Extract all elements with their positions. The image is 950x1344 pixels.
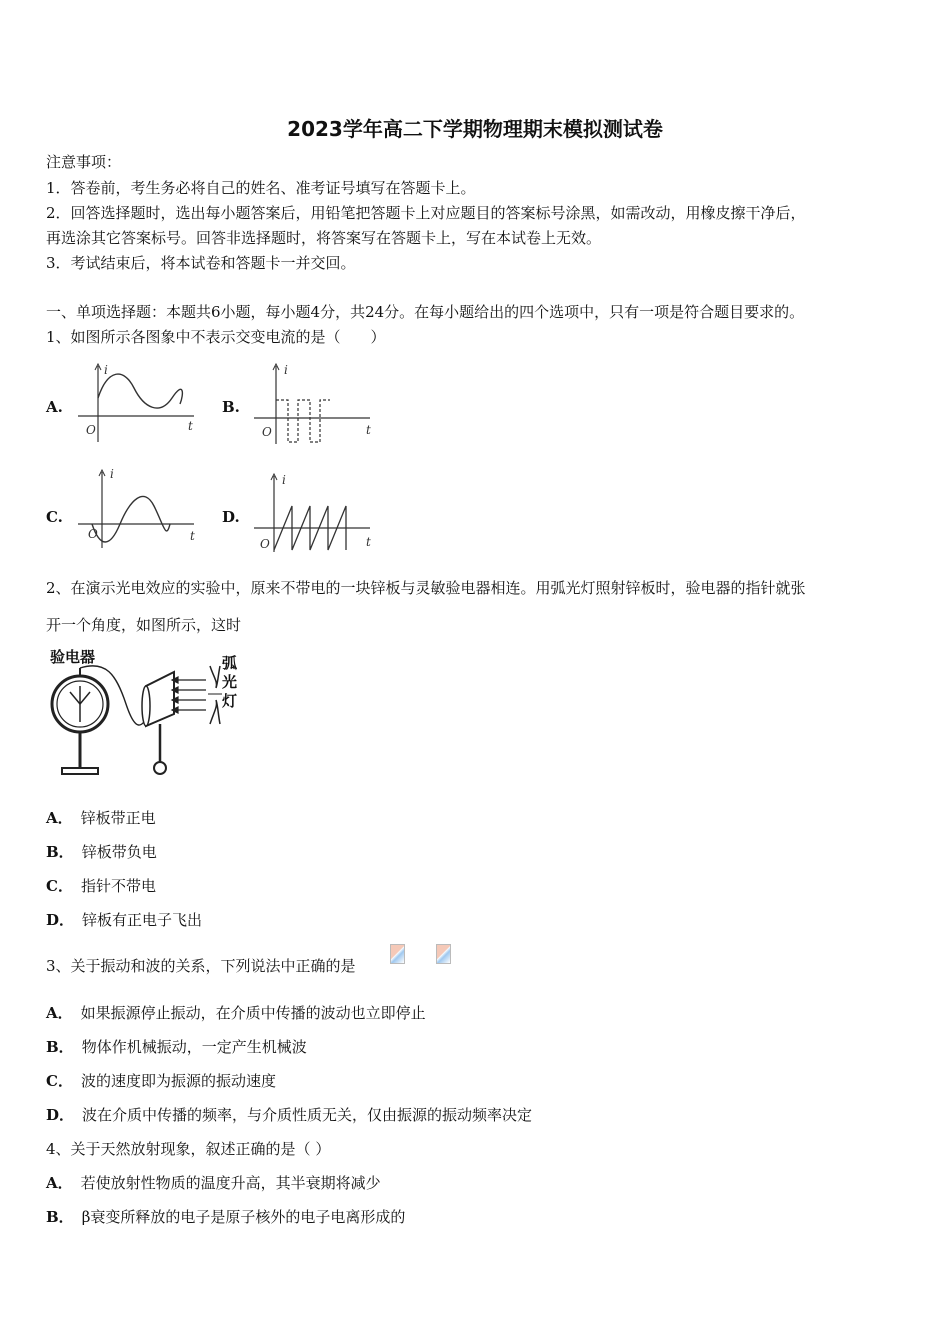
option-text: 锌板带正电 [80, 809, 156, 827]
axis-i-label: i [284, 363, 288, 377]
axis-i-label: i [110, 467, 114, 481]
question-2-stem-cont: 开一个角度，如图所示，这时 [46, 616, 242, 634]
broken-image-icon [436, 944, 451, 964]
axis-t-label: t [190, 529, 195, 543]
question-2-stem: 2、在演示光电效应的实验中，原来不带电的一块锌板与灵敏验电器相连。用弧光灯照射锌板时，验电器的指针就张 [46, 579, 806, 597]
axis-t-label: t [188, 419, 193, 433]
notes-item: 1．答卷前，考生务必将自己的姓名、准考证号填写在答题卡上。 [46, 179, 476, 197]
option-letter: B． [46, 1208, 74, 1226]
option-letter: B． [46, 1038, 74, 1056]
q1-option-d-label: D. [222, 508, 240, 526]
option-letter: C． [46, 1072, 73, 1090]
notes-heading: 注意事项： [46, 153, 122, 171]
q2-option-c[interactable] [46, 876, 156, 896]
q3-option-b[interactable] [46, 1037, 307, 1057]
arc-lamp-label [222, 654, 242, 711]
q4-option-b[interactable] [46, 1207, 405, 1227]
notes-item: 3．考试结束后，将本试卷和答题卡一并交回。 [46, 254, 356, 272]
arc-lamp-char: 弧 [222, 654, 238, 672]
q2-option-b[interactable] [46, 842, 157, 862]
option-text: 锌板带负电 [81, 843, 157, 861]
option-text: 指针不带电 [80, 877, 156, 895]
axis-t-label: t [366, 423, 371, 437]
option-text: 若使放射性物质的温度升高，其半衰期将减少 [80, 1174, 381, 1192]
option-text: 锌板有正电子飞出 [82, 911, 203, 929]
broken-image-icon [390, 944, 405, 964]
axis-i-label: i [104, 363, 108, 377]
q1-graph-b [248, 360, 378, 450]
q1-option-a-label: A. [46, 398, 63, 416]
notes-item: 再选涂其它答案标号。回答非选择题时，将答案写在答题卡上，写在本试卷上无效。 [46, 229, 602, 247]
axis-origin-label: O [260, 537, 270, 551]
question-1-stem: 1、如图所示各图象中不表示交变电流的是（ ） [46, 328, 386, 346]
q4-option-a[interactable] [46, 1173, 381, 1193]
section-heading: 一、单项选择题：本题共6小题，每小题4分，共24分。在每小题给出的四个选项中，只有一项是符合题目要求的。 [46, 303, 805, 321]
question-3-stem: 3、关于振动和波的关系，下列说法中正确的是 [46, 957, 356, 975]
option-letter: D． [46, 911, 75, 929]
axis-origin-label: O [262, 425, 272, 439]
q1-graph-c [72, 466, 202, 552]
option-letter: B． [46, 843, 74, 861]
q1-graph-d [248, 470, 378, 554]
axis-origin-label: O [86, 423, 96, 437]
q3-option-d[interactable] [46, 1105, 532, 1125]
axis-t-label: t [366, 535, 371, 549]
arc-lamp-char: 光 [222, 673, 238, 691]
option-letter: C． [46, 877, 73, 895]
option-text: β衰变所释放的电子是原子核外的电子电离形成的 [81, 1208, 406, 1226]
axis-i-label: i [282, 473, 286, 487]
arc-lamp-char: 灯 [222, 692, 238, 710]
axis-origin-label: O [88, 527, 98, 541]
q3-option-a[interactable] [46, 1003, 426, 1023]
q2-option-a[interactable] [46, 808, 156, 828]
option-text: 如果振源停止振动，在介质中传播的波动也立即停止 [80, 1004, 426, 1022]
page-title: 2023学年高二下学期物理期末模拟测试卷 [287, 117, 663, 141]
q1-option-c-label: C. [46, 508, 63, 526]
q1-option-b-label: B. [222, 398, 240, 416]
option-letter: A． [46, 809, 73, 827]
option-text: 波在介质中传播的频率，与介质性质无关，仅由振源的振动频率决定 [82, 1106, 533, 1124]
option-letter: A． [46, 1174, 73, 1192]
notes-item: 2．回答选择题时，选出每小题答案后，用铅笔把答题卡上对应题目的答案标号涂黑，如需改动，用橡皮擦干净后， [46, 204, 806, 222]
electroscope-label: 验电器 [50, 648, 96, 666]
option-letter: A． [46, 1004, 73, 1022]
option-text: 波的速度即为振源的振动速度 [80, 1072, 276, 1090]
option-letter: D． [46, 1106, 75, 1124]
q1-graph-a [72, 358, 202, 450]
q2-option-d[interactable] [46, 910, 202, 930]
q3-option-c[interactable] [46, 1071, 276, 1091]
photoelectric-figure [46, 664, 222, 780]
question-4-stem: 4、关于天然放射现象，叙述正确的是（ ） [46, 1140, 331, 1158]
option-text: 物体作机械振动，一定产生机械波 [81, 1038, 307, 1056]
